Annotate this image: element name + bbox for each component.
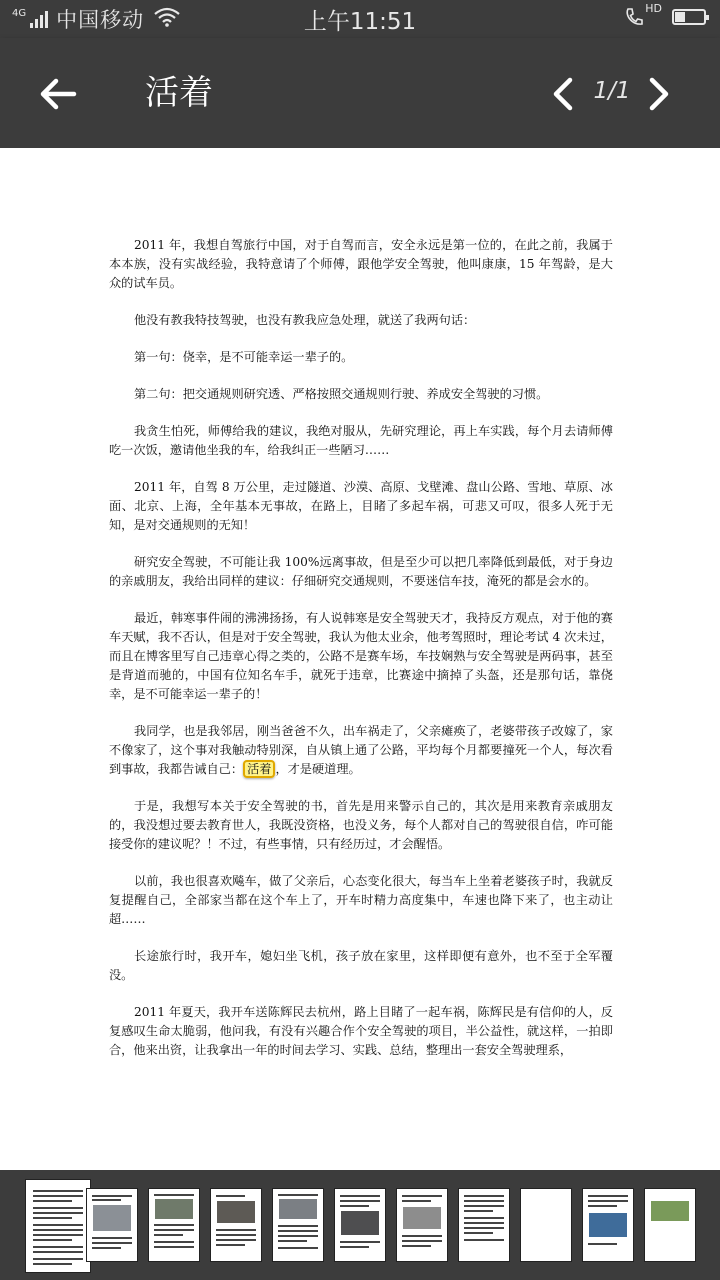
battery-icon	[672, 9, 706, 25]
back-button[interactable]	[36, 72, 80, 116]
app-bar	[0, 38, 720, 148]
back-arrow-icon	[36, 72, 80, 116]
search-highlight[interactable]: 活着	[243, 760, 275, 778]
battery-level	[675, 12, 685, 22]
status-bar	[0, 0, 720, 38]
page-thumbnail[interactable]	[520, 1188, 572, 1262]
page-thumbnail[interactable]	[644, 1188, 696, 1262]
thumbnail-strip[interactable]	[0, 1170, 720, 1280]
paragraph: 第二句：把交通规则研究透、严格按照交通规则行驶、养成安全驾驶的习惯。	[134, 387, 549, 401]
paragraph: 最近，韩寒事件闹的沸沸扬扬，有人说韩寒是安全驾驶天才，我持反方观点，对于他的赛车天赋，我不否认，但是对于安全驾驶，我认为他太业余，他考驾照时，理论考试 4 次未过，而且在博客里写自己违章心得之类的，公路不是赛车场，车技娴熟与安全驾驶是两码事，甚至是背道而驰的，中国有位知名车手，就死于违章，比赛途中摘掉了头盔，还是那句话，靠侥幸，是不可能幸运一辈子的！	[109, 611, 613, 701]
page-thumbnail[interactable]	[86, 1188, 138, 1262]
page-title: 活着	[145, 73, 213, 113]
previous-page-button[interactable]	[548, 76, 578, 112]
clock: 上午11:51	[303, 9, 417, 35]
chevron-right-icon	[644, 76, 674, 112]
paragraph: 2011 年，自驾 8 万公里，走过隧道、沙漠、高原、戈壁滩、盘山公路、雪地、草原、冰面、北京、上海，全年基本无事故，在路上，目睹了多起车祸，可悲又可叹，很多人死于无知，是对交通规则的无知！	[109, 480, 613, 532]
paragraph: 他没有教我特技驾驶，也没有教我应急处理，就送了我两句话：	[134, 313, 476, 327]
paragraph: 于是，我想写本关于安全驾驶的书，首先是用来警示自己的，其次是用来教育亲戚朋友的，我没想过要去教育世人，我既没资格，也没义务，每个人都对自己的驾驶很自信，咋可能接受你的建议呢？！不过，有些事情，只有经历过，才会醒悟。	[109, 799, 613, 851]
page-thumbnail[interactable]	[396, 1188, 448, 1262]
paragraph: 2011 年，我想自驾旅行中国，对于自驾而言，安全永远是第一位的，在此之前，我属于本本族，没有实战经验，我特意请了个师傅，跟他学安全驾驶，他叫康康，15 年驾龄，是大众的试车员。	[109, 238, 613, 290]
paragraph: 我贪生怕死，师傅给我的建议，我绝对服从，先研究理论，再上车实践，每个月去请师傅吃一次饭，邀请他坐我的车，给我纠正一些陋习……	[109, 424, 613, 457]
paragraph: 第一句：侥幸，是不可能幸运一辈子的。	[134, 350, 354, 364]
paragraph: 2011 年夏天，我开车送陈辉民去杭州，路上目睹了一起车祸，陈辉民是有信仰的人，反复感叹生命太脆弱，他问我，有没有兴趣合作个安全驾驶的项目，半公益性，就这样，一拍即合，他来出资，让我拿出一年的时间去学习、实践、总结，整理出一套安全驾驶理系，	[109, 1005, 613, 1057]
carrier-name: 中国移动	[56, 8, 145, 32]
hd-badge: HD	[645, 2, 662, 15]
paragraph: 以前，我也很喜欢飚车，做了父亲后，心态变化很大，每当车上坐着老婆孩子时，我就反复提醒自己，全部家当都在这个车上了，开车时精力高度集中，车速也降下来了，也主动让超……	[109, 874, 613, 926]
chevron-left-icon	[548, 76, 578, 112]
page-thumbnail[interactable]	[210, 1188, 262, 1262]
page-thumbnail[interactable]	[582, 1188, 634, 1262]
document-view[interactable]	[0, 148, 720, 1170]
hd-call-icon	[624, 2, 662, 28]
page-thumbnail[interactable]	[458, 1188, 510, 1262]
paragraph-text: 我同学，也是我邻居，刚当爸爸不久，出车祸走了，父亲瘫痪了，老婆带孩子改嫁了，家不像家了，这个事对我触动特别深，自从镇上通了公路，平均每个月都要撞死一个人，每次看到事故，我都告诫自己：	[109, 724, 613, 776]
page-thumbnail[interactable]	[148, 1188, 200, 1262]
page-content	[109, 236, 613, 1078]
paragraph: 研究安全驾驶，不可能让我 100%远离事故，但是至少可以把几率降低到最低，对于身边的亲戚朋友，我给出同样的建议：仔细研究交通规则，不要迷信车技，淹死的都是会水的。	[109, 555, 613, 588]
paragraph	[109, 722, 613, 779]
page-thumbnail[interactable]	[26, 1180, 90, 1272]
paragraph-text: ，才是硬道理。	[275, 762, 361, 776]
page-indicator: 1/1	[593, 78, 631, 104]
next-page-button[interactable]	[644, 76, 674, 112]
network-type: 4G	[12, 7, 27, 19]
page-thumbnail[interactable]	[272, 1188, 324, 1262]
status-right	[624, 2, 706, 28]
page-thumbnail[interactable]	[334, 1188, 386, 1262]
paragraph: 长途旅行时，我开车，媳妇坐飞机，孩子放在家里，这样即便有意外，也不至于全军覆没。	[109, 949, 613, 982]
